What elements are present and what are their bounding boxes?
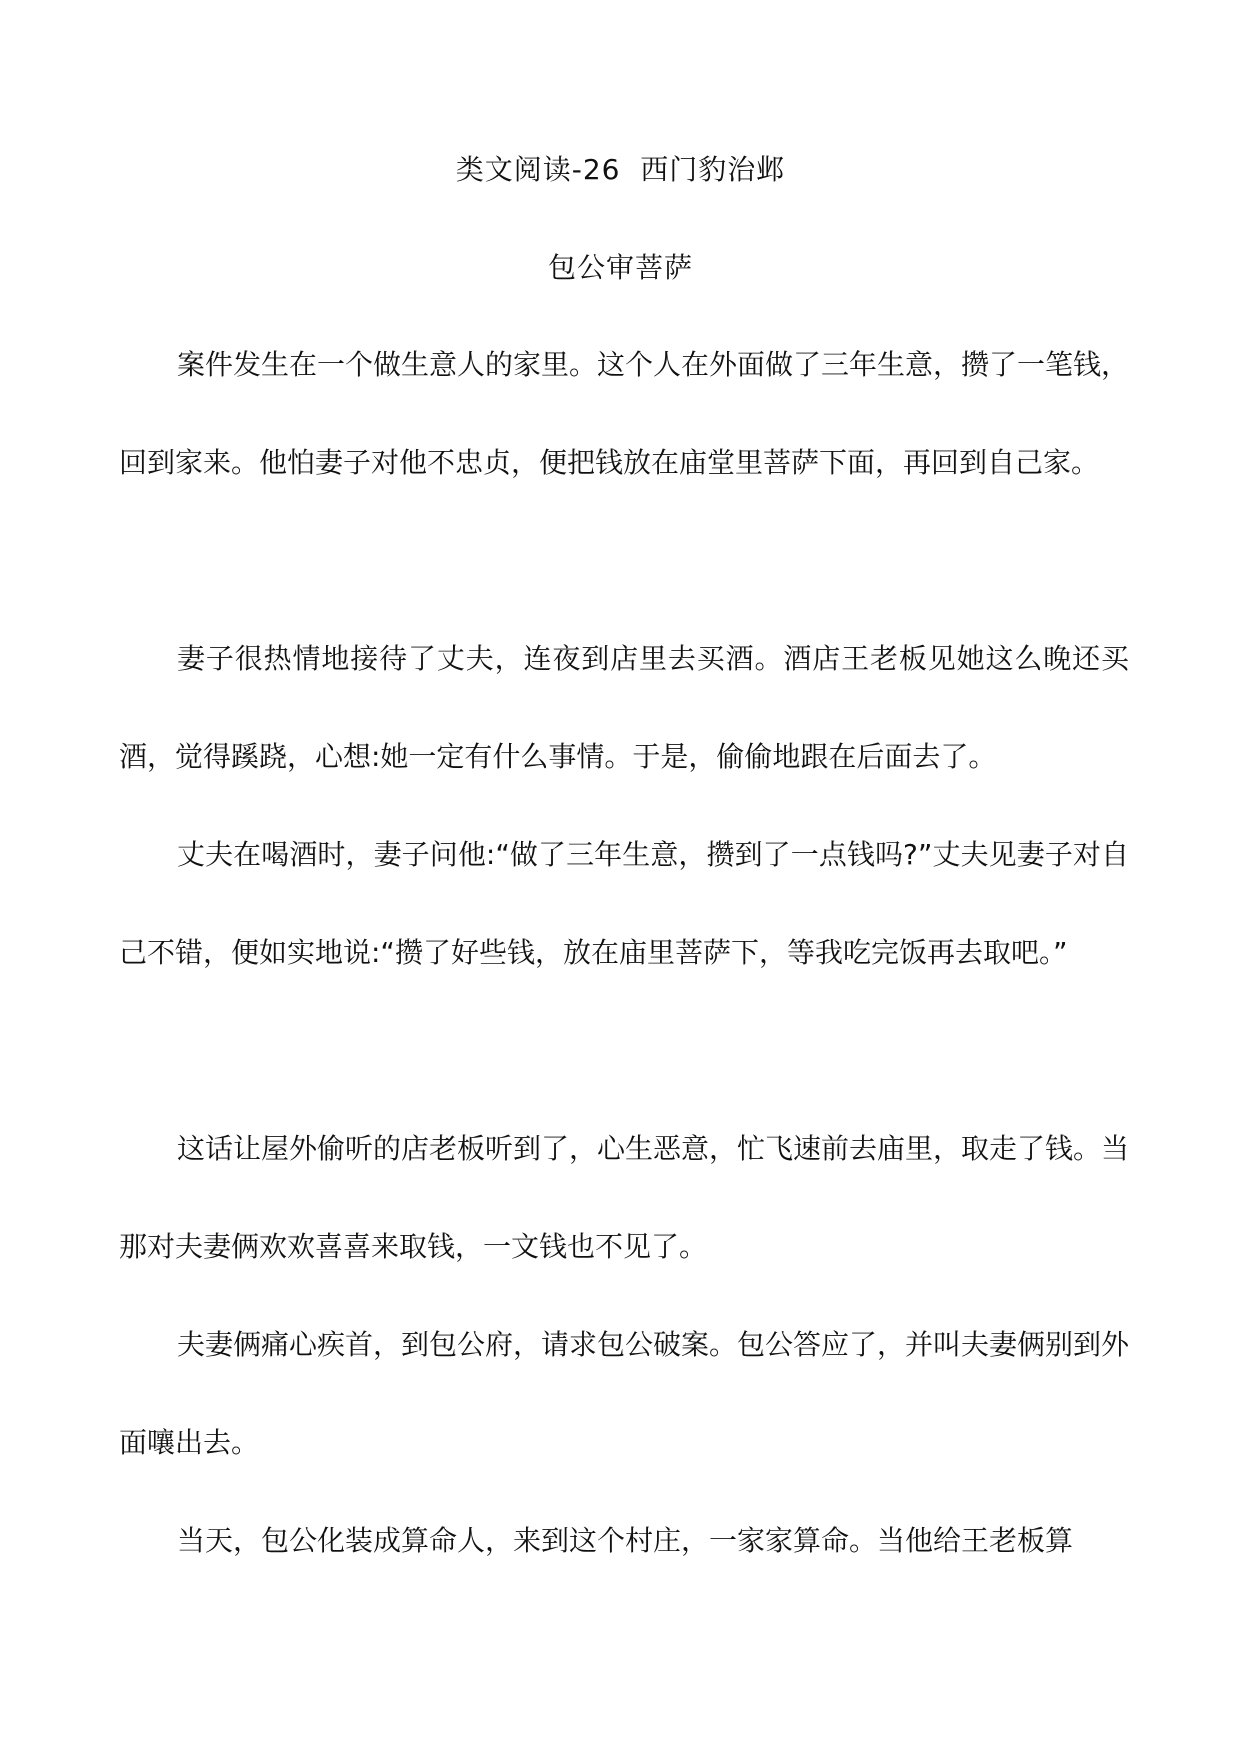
paragraph: 这话让屋外偷听的店老板听到了，心生恶意，忙飞速前去庙里，取走了钱。当那对夫妻俩欢欢喜喜来取钱，一文钱也不见了。: [119, 1132, 1130, 1263]
paragraph: 丈夫在喝酒时，妻子问他:“做了三年生意，攒到了一点钱吗?”丈夫见妻子对自己不错，便如实地说:“攒了好些钱，放在庙里菩萨下，等我吃完饭再去取吧。”: [119, 838, 1129, 969]
paragraph: 妻子很热情地接待了丈夫，连夜到店里去买酒。酒店王老板见她这么晚还买酒，觉得蹊跷，心想:她一定有什么事情。于是，偷偷地跟在后面去了。: [119, 642, 1129, 773]
story-title: 包公审菩萨: [547, 251, 693, 284]
paragraph: 当天，包公化装成算命人，来到这个村庄，一家家算命。当他给王老板算: [177, 1524, 1074, 1557]
document-title: 类文阅读-26 西门豹治邺: [455, 153, 786, 186]
paragraph: 夫妻俩痛心疾首，到包公府，请求包公破案。包公答应了，并叫夫妻俩别到外面嚷出去。: [119, 1328, 1130, 1459]
paragraph: 案件发生在一个做生意人的家里。这个人在外面做了三年生意，攒了一笔钱，回到家来。他怕妻子对他不忠贞，便把钱放在庙堂里菩萨下面，再回到自己家。: [119, 348, 1130, 479]
